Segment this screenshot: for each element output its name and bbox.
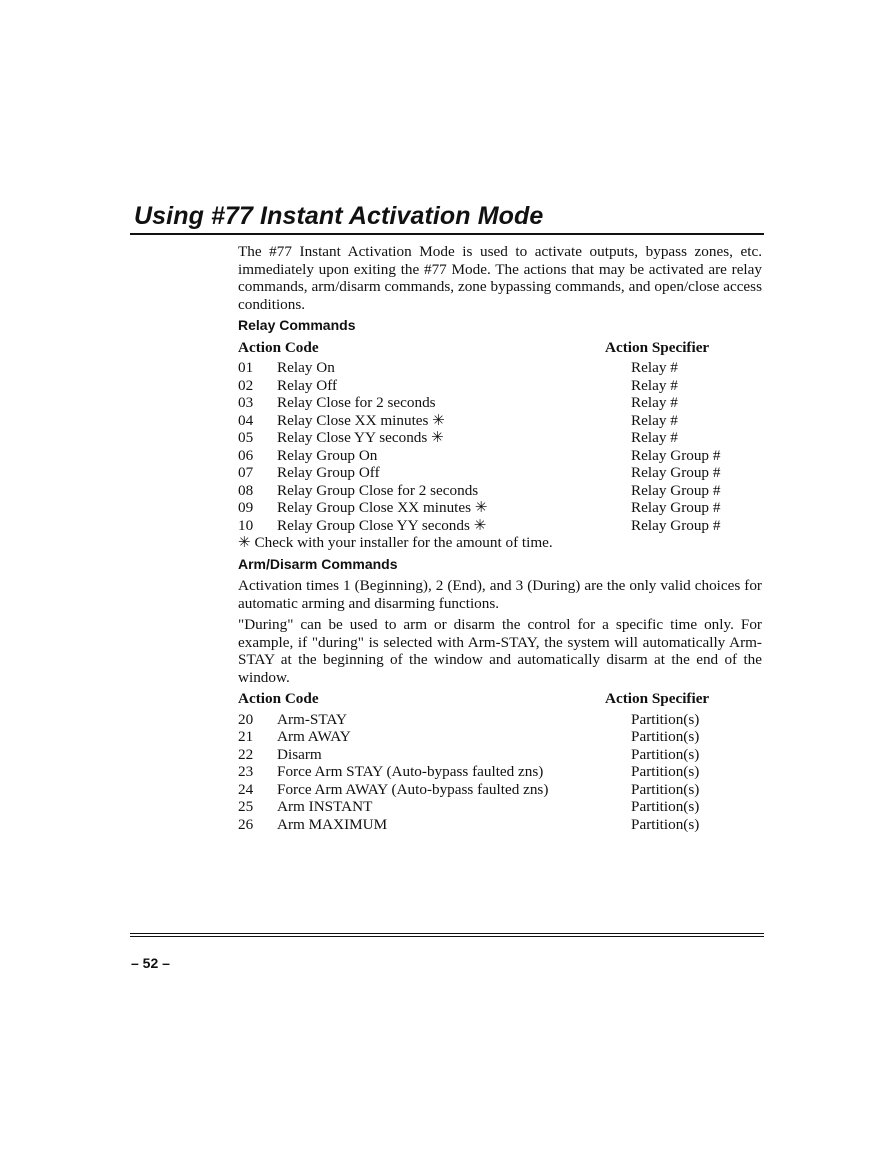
action-specifier: Partition(s): [631, 780, 700, 798]
action-name: Relay Off: [277, 376, 338, 394]
action-name: Force Arm STAY (Auto-bypass faulted zns): [277, 763, 544, 780]
action-code: 24: [238, 780, 254, 798]
action-code: 09: [238, 499, 254, 516]
table-row: [238, 711, 762, 729]
relay-table-header: [238, 339, 762, 357]
table-row: [238, 377, 762, 395]
table-row: [238, 816, 762, 834]
table-row: [238, 517, 762, 535]
table-row: [238, 447, 762, 465]
table-row: [238, 728, 762, 746]
action-code: 04: [238, 411, 254, 429]
table-row: [238, 464, 762, 482]
action-specifier: Relay Group #: [631, 464, 721, 481]
action-code: 21: [238, 728, 254, 745]
relay-commands-heading: Relay Commands: [238, 317, 356, 333]
intro-paragraph: The #77 Instant Activation Mode is used to activate outputs, bypass zones, etc. immediately upon exiting the #77 Mode. The actions that may be activated are relay commands, arm/disarm commands, zone bypassing commands, and open/close access conditions.: [238, 243, 762, 313]
action-code: 10: [238, 516, 254, 534]
action-code: 05: [238, 429, 254, 446]
action-name: Relay Group On: [277, 446, 378, 464]
action-name: Relay Group Close for 2 seconds: [277, 481, 479, 499]
action-code: 06: [238, 446, 254, 464]
action-code: 22: [238, 745, 254, 763]
arm-col-action-code: Action Code: [238, 690, 319, 707]
action-specifier: Partition(s): [631, 710, 700, 728]
action-name: Arm-STAY: [277, 710, 347, 728]
arm-table-header: [238, 690, 762, 708]
action-name: Relay On: [277, 359, 335, 376]
action-specifier: Relay #: [631, 376, 678, 394]
action-specifier: Relay #: [631, 359, 678, 376]
action-name: Arm INSTANT: [277, 798, 373, 815]
action-code: 03: [238, 394, 254, 411]
action-name: Force Arm AWAY (Auto-bypass faulted zns): [277, 780, 549, 798]
action-name: Relay Group Close YY seconds ✳: [277, 516, 487, 534]
relay-table: [238, 359, 762, 534]
arm-table: [238, 711, 762, 834]
action-name: Arm AWAY: [277, 728, 351, 745]
action-name: Relay Group Close XX minutes ✳: [277, 499, 488, 516]
table-row: [238, 798, 762, 816]
table-row: [238, 499, 762, 517]
table-row: [238, 412, 762, 430]
action-code: 25: [238, 798, 254, 815]
action-specifier: Relay Group #: [631, 499, 721, 516]
action-name: Relay Close for 2 seconds: [277, 394, 436, 411]
action-name: Relay Group Off: [277, 464, 380, 481]
action-specifier: Relay Group #: [631, 481, 721, 499]
action-specifier: Relay #: [631, 394, 678, 411]
table-row: [238, 763, 762, 781]
during-paragraph: "During" can be used to arm or disarm the control for a specific time only. For example, if "during" is selected with Arm-STAY, the system will automatically Arm-STAY at the beginning of the window and automatically disarm at the end of the window.: [238, 616, 762, 686]
activation-times-paragraph: Activation times 1 (Beginning), 2 (End), and 3 (During) are the only valid choices for automatic arming and disarming functions.: [238, 577, 762, 612]
table-row: [238, 429, 762, 447]
table-row: [238, 359, 762, 377]
action-code: 02: [238, 376, 254, 394]
arm-col-action-specifier: Action Specifier: [605, 690, 710, 707]
action-name: Arm MAXIMUM: [277, 815, 388, 833]
title-rule: [130, 233, 764, 235]
table-row: [238, 394, 762, 412]
action-code: 07: [238, 464, 254, 481]
relay-col-action-specifier: Action Specifier: [605, 338, 710, 356]
page-number: – 52 –: [131, 955, 170, 971]
action-specifier: Partition(s): [631, 798, 700, 815]
table-row: [238, 746, 762, 764]
installer-note: ✳ Check with your installer for the amount of time.: [238, 534, 553, 551]
action-name: Disarm: [277, 745, 322, 763]
footer-rule: [130, 933, 764, 937]
action-specifier: Relay #: [631, 429, 678, 446]
action-specifier: Partition(s): [631, 745, 700, 763]
action-code: 26: [238, 815, 254, 833]
action-specifier: Relay Group #: [631, 446, 721, 464]
action-specifier: Partition(s): [631, 815, 700, 833]
action-specifier: Partition(s): [631, 728, 700, 745]
action-specifier: Partition(s): [631, 763, 700, 780]
table-row: [238, 781, 762, 799]
action-specifier: Relay #: [631, 411, 678, 429]
action-code: 08: [238, 481, 254, 499]
arm-disarm-heading: Arm/Disarm Commands: [238, 555, 398, 572]
action-specifier: Relay Group #: [631, 516, 721, 534]
main-content: [238, 243, 762, 833]
action-code: 20: [238, 710, 254, 728]
action-name: Relay Close XX minutes ✳: [277, 411, 445, 429]
table-row: [238, 482, 762, 500]
page-title: Using #77 Instant Activation Mode: [134, 202, 544, 230]
action-code: 23: [238, 763, 254, 780]
action-name: Relay Close YY seconds ✳: [277, 429, 444, 446]
action-code: 01: [238, 359, 254, 376]
relay-col-action-code: Action Code: [238, 338, 319, 356]
